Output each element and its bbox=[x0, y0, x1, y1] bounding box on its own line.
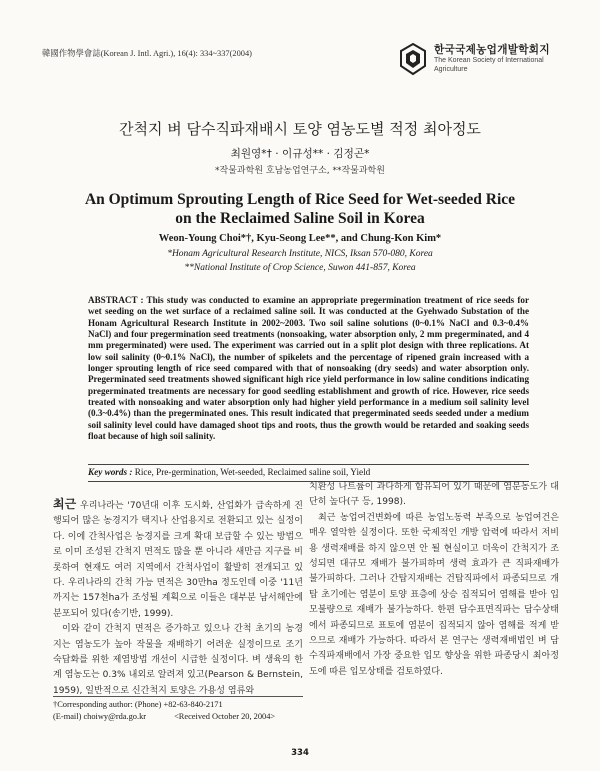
body-right-paragraph-1: 치환성 나트륨이 과다하게 함유되어 있기 때문에 염분농도가 대단히 높다(구 등, 1998). bbox=[309, 482, 559, 508]
society-name-ko: 한국국제농업개발학회지 bbox=[434, 44, 550, 56]
footnote bbox=[53, 699, 313, 723]
keywords-label: Key words : bbox=[88, 467, 133, 477]
affiliation-english-2: **National Institute of Crop Science, Suwon 441-857, Korea bbox=[184, 263, 416, 273]
title-english bbox=[40, 190, 560, 228]
body-right-column bbox=[309, 480, 559, 680]
journal-citation: 韓國作物學會誌(Korean J. Intl. Agri.), 16(4): 334~337(2004) bbox=[42, 49, 252, 58]
affiliation-english-1: *Honam Agricultural Research Institute, NICS, Iksan 570-080, Korea bbox=[167, 249, 433, 259]
keywords bbox=[88, 467, 529, 477]
title-korean: 간척지 벼 담수직파재배시 토양 염농도별 적정 최아정도 bbox=[119, 120, 481, 138]
body-left-column bbox=[53, 497, 303, 699]
footnote-received: <Received October 20, 2004> bbox=[174, 712, 276, 721]
abstract: ABSTRACT : This study was conducted to examine an appropriate pregermination treatment of rice seeds for wet seeding on the wet surface of a reclaimed saline soil. It was conducted at the Gyehwado Substation of the Honam Agricultural Research Institute in 2002~2003. Two soil saline solutions (0~0.1% NaCl and 0.3~0.4% NaCl) and four pregermination seed treatments (nonsoaking, water absorption only, 2 mm pregerminated, and 4 mm pregerminated) were used. The experiment was carried out in a split plot design with three replications. At low soil salinity (0~0.1% NaCl), the number of spikelets and the percentage of ripened grain increased with a longer sprouting length of rice seed compared with that of nonsoaking (dry seeds) and water absorption only. Pregerminated seed treatments showed significant high rice yield performance in low saline conditions indicating pregerminated treatments are necessary for good seedling establishment and growth of rice. However, rice seeds treated with nonsoaking and water absorption only had higher yield performance in a medium soil salinity level (0.3~0.4%) than the pregerminated ones. This result indicated that pregerminated seeds seeded under a medium soil salinity level could have damaged shoot tips and roots, thus the growth would be retarded and soaking seeds float because of high soil salinity. bbox=[88, 295, 529, 442]
affiliation-korean: *작물과학원 호남농업연구소, **작물과학원 bbox=[215, 166, 385, 176]
society-logo bbox=[398, 40, 573, 80]
footnote-email: (E-mail) choiwy@rda.go.kr bbox=[53, 712, 147, 721]
authors-english: Weon-Young Choi*†, Kyu-Seong Lee**, and Chung-Kon Kim* bbox=[158, 233, 442, 244]
page-number: 334 bbox=[291, 748, 309, 758]
body-right-paragraph-2: 최근 농업여건변화에 따른 농업노동력 부족으로 농업여건은 매우 열악한 실정이다. 또한 국제적인 개방 압력에 따라서 저비용 생력재배를 하지 않으면 안 될 현실이고 더욱이 간척지가 조성되면 대규모 재배가 불가피하며 생력 효과가 큰 직파재배가 불가피하다. 그러나 간탑지재배는 건탑직파에서 파종되므로 개탑 초기에는 염분이 토양 표층에 상승 집적되어 염해를 받아 입모불량으로 재배가 불가능하다. 한편 담수표면직파는 담수상태에서 파종되므로 표토에 염분이 집적되지 않아 염해를 적게 받으므로 재배가 가능하다. 따라서 본 연구는 생력재배법인 벼 담수직파재배에서 가장 중요한 입모 향상을 위한 파종당시 최아정도에 따른 입모상태를 검토하였다. bbox=[309, 512, 559, 677]
title-english-line1: An Optimum Sprouting Length of Rice Seed for Wet-seeded Rice bbox=[84, 191, 516, 208]
keywords-top-rule bbox=[88, 464, 529, 465]
body-left-paragraph-1: 우리나라는 '70년대 이후 도시화, 산업화가 급속하게 진행되어 많은 농경지가 택지나 산업용지로 전환되고 있는 실정이다. 이에 간척사업은 농경지를 크게 확대 보급할 수 있는 방법으로 이미 조성된 간척지 면적도 많을 뿐 아니라 새만금 지구를 비롯하여 현재도 여러 지역에서 간척사업이 활발히 전개되고 있다. 우리나라의 간척 가능 면적은 30만ha 정도인데 이중 '11년까지는 157천ha가 조성될 계획으로 이들은 대부분 남서해안에 분포되어 있다(송기반, 1999). bbox=[53, 501, 303, 619]
title-english-line2: on the Reclaimed Saline Soil in Korea bbox=[175, 210, 425, 227]
footnote-corresponding: †Corresponding author: (Phone) +82-63-840-2171 bbox=[53, 700, 223, 709]
keywords-list: Rice, Pre-germination, Wet-seeded, Reclaimed saline soil, Yield bbox=[132, 467, 371, 477]
authors-korean: 최원영*† · 이규성** · 김정곤* bbox=[230, 148, 370, 160]
body-left-paragraph-2: 이와 같이 간척지 면적은 증가하고 있으나 간척 초기의 농경지는 염농도가 높아 작물을 재배하기 어려운 실정이므로 조기 숙답화를 위한 제염방법 개선이 시급한 실정이다. 벼 생육의 한계 염농도는 0.3% 내외로 알려져 있고(Pearson & Bernstein, 1959), 일반적으로 신간척지 토양은 가용성 염류와 bbox=[53, 624, 303, 696]
society-name-en-line1: The Korean Society of International bbox=[434, 57, 544, 64]
body-lead-word: 최근 bbox=[53, 497, 77, 511]
society-emblem-icon bbox=[398, 42, 428, 76]
society-name-en-line2: Agriculture bbox=[434, 66, 468, 73]
footnote-email-line bbox=[53, 711, 313, 723]
footnote-rule bbox=[53, 696, 303, 697]
